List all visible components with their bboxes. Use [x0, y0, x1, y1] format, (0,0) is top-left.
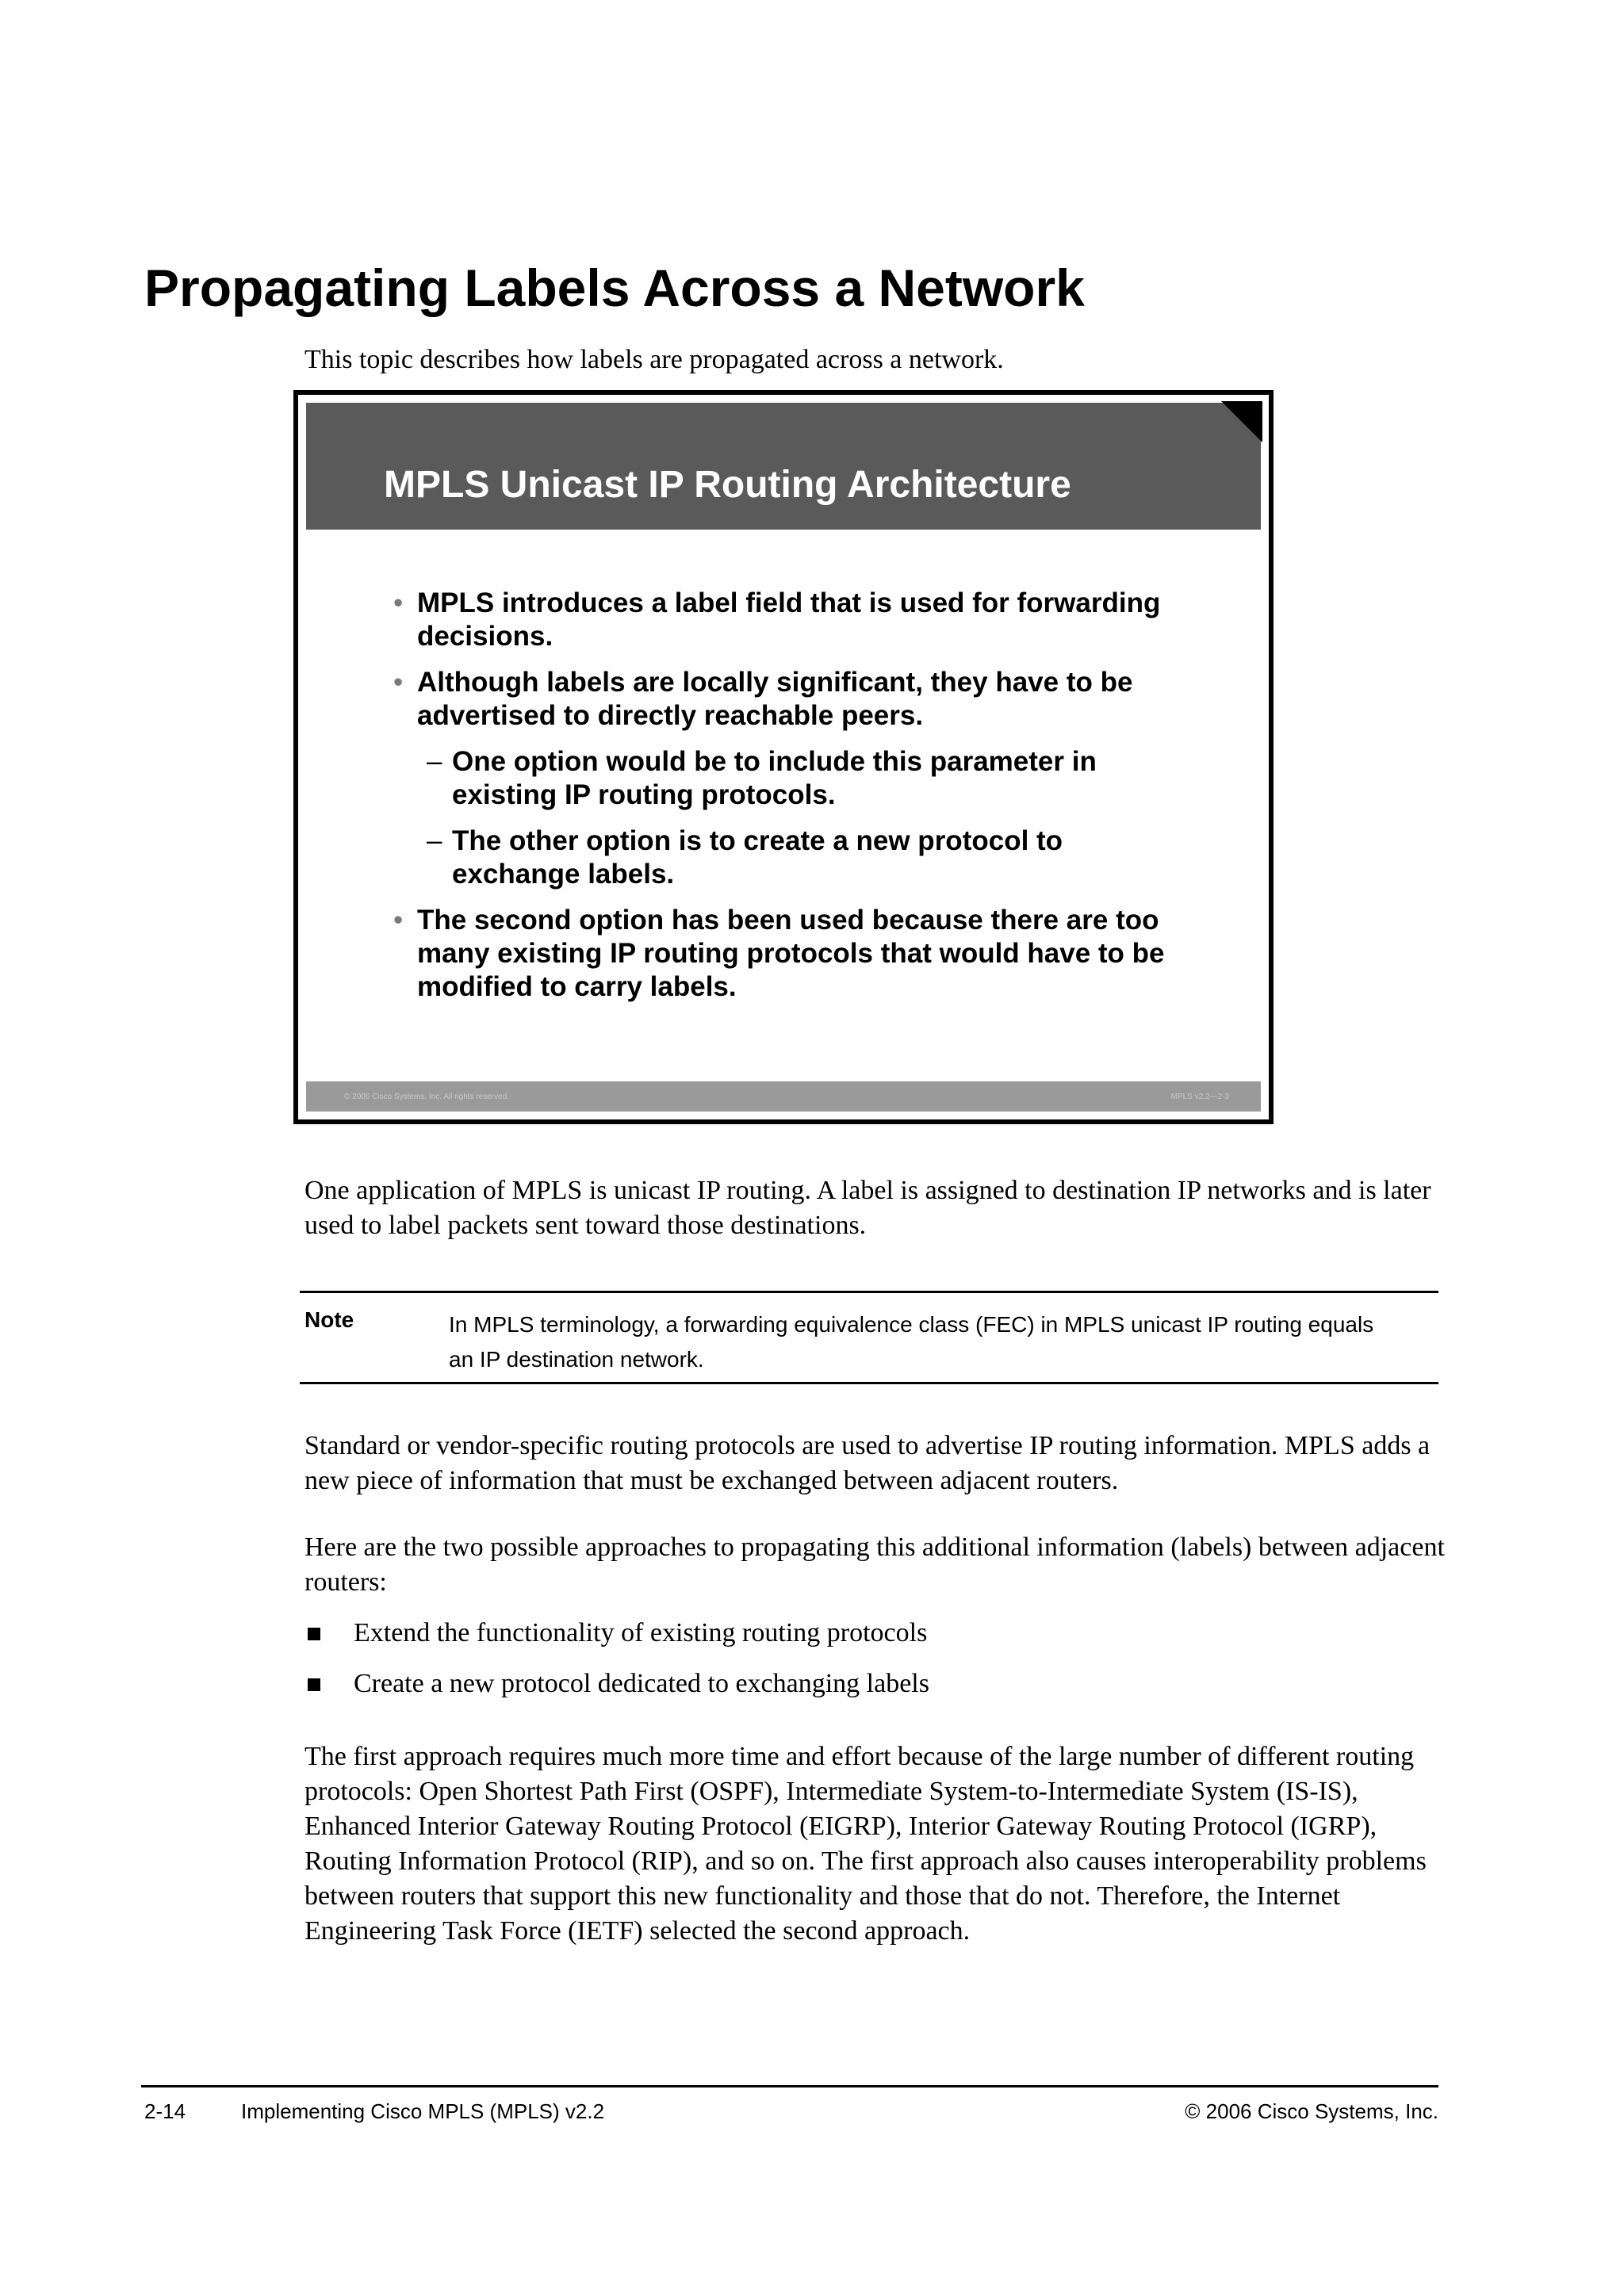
slide-bullet [392, 904, 1185, 1004]
approach-list [304, 1616, 1446, 1717]
note-label: Note [304, 1307, 354, 1332]
slide-copyright: © 2006 Cisco Systems, Inc. All rights reserved. [344, 1093, 510, 1101]
paragraph-1: One application of MPLS is unicast IP routing. A label is assigned to destination IP networks and is later used to label packets sent toward those destinations. [304, 1176, 1431, 1240]
paragraph-4: The first approach requires much more time and effort because of the large number of different routing protocols: Open Shortest Path First (OSPF), Intermediate System-to-Intermediate System (IS-IS), Enhanced Interior Gateway Routing Protocol (EIGRP), Interior Gateway Routing Protocol (IGRP), Routing Information Protocol (RIP), and so on. The first approach also causes interoperability problems between routers that support this new functionality and those that do not. Therefore, the Internet Engineering Task Force (IETF) selected the second approach. [304, 1742, 1427, 1946]
footer-copyright: © 2006 Cisco Systems, Inc. [1185, 2099, 1438, 2123]
bullet-icon: • [393, 587, 404, 618]
footer-divider [141, 2085, 1438, 2087]
dash-icon: – [427, 825, 442, 856]
slide-bullet-text: Although labels are locally significant, they have to be advertised to directly reachable peers. [417, 667, 1133, 731]
slide-bullet [392, 587, 1185, 653]
page-title: Propagating Labels Across a Network [144, 258, 1085, 317]
slide-corner-mark [1221, 401, 1262, 442]
slide-bullet-text: The second option has been used because there are too many existing IP routing protocols that would have to be modified to carry labels. [417, 905, 1165, 1002]
page-number: 2-14 [144, 2099, 186, 2123]
square-bullet-icon [308, 1628, 320, 1640]
bullet-icon: • [393, 667, 404, 698]
slide-bullets [392, 587, 1185, 1016]
paragraph-3: Here are the two possible approaches to propagating this additional information (labels) between adjacent routers: [304, 1533, 1445, 1597]
slide-version: MPLS v2.2—2-3 [1170, 1093, 1229, 1101]
paragraph-2: Standard or vendor-specific routing protocols are used to advertise IP routing information. MPLS adds a new piece of information that must be exchanged between adjacent routers. [304, 1431, 1431, 1495]
list-item [304, 1616, 1446, 1651]
slide-bullet-text: MPLS introduces a label field that is used for forwarding decisions. [417, 587, 1161, 652]
list-item-text: Extend the functionality of existing routing protocols [354, 1618, 928, 1647]
slide-subbullet [392, 825, 1185, 891]
course-title: Implementing Cisco MPLS (MPLS) v2.2 [241, 2099, 605, 2123]
list-item-text: Create a new protocol dedicated to exchanging labels [354, 1669, 929, 1698]
slide-title: MPLS Unicast IP Routing Architecture [384, 464, 1071, 506]
slide-footer [306, 1081, 1261, 1112]
list-item [304, 1667, 1446, 1701]
slide-subbullet-text: One option would be to include this parameter in existing IP routing protocols. [452, 746, 1097, 810]
intro-text: This topic describes how labels are propagated across a network. [304, 345, 1004, 374]
dash-icon: – [427, 746, 442, 777]
slide-bullet [392, 666, 1185, 733]
slide-subbullet [392, 745, 1185, 812]
note-text: In MPLS terminology, a forwarding equivalence class (FEC) in MPLS unicast IP routing equals an IP destination network. [449, 1312, 1374, 1372]
square-bullet-icon [308, 1678, 320, 1691]
slide-figure [293, 390, 1274, 1124]
bullet-icon: • [393, 905, 404, 936]
slide-header [306, 403, 1261, 530]
note-box [300, 1291, 1438, 1384]
slide-subbullet-text: The other option is to create a new protocol to exchange labels. [452, 825, 1063, 890]
